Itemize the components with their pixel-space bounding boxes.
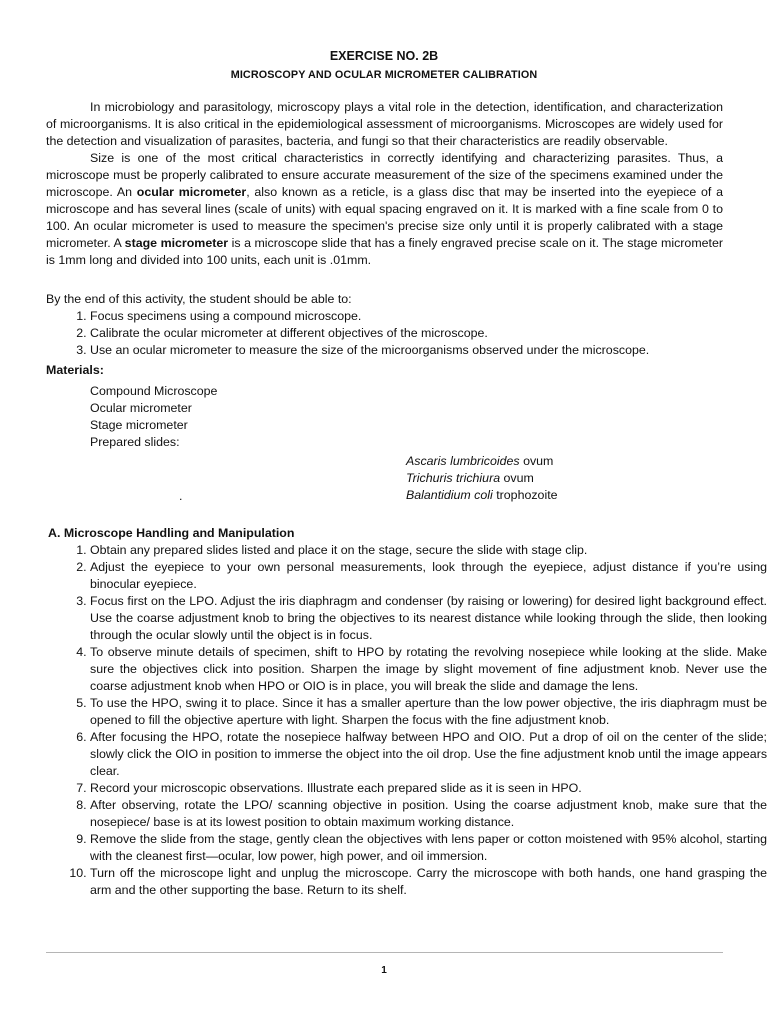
page-number: 1 [381,965,387,976]
material-item: Compound Microscope [90,384,218,398]
procedure-step: 6. After focusing the HPO, rotate the nosepiece halfway between HPO and OIO. Put a drop of oil on the center of the slide; slowly click the OIO in position to immerse the object into the oil drop. Use the fine adjustment knob until the image appears clear. [90,729,767,780]
procedure-step: 9. Remove the slide from the stage, gently clean the objectives with lens paper or cotton moistened with 95% alcohol, starting with the cleanest first—ocular, low power, high power, and oil immersion. [90,831,767,865]
objective-item: 1. Focus specimens using a compound microscope. [90,308,767,325]
material-item: Prepared slides: [90,435,180,449]
footer-divider [46,952,723,953]
procedure-step: 3. Focus first on the LPO. Adjust the iris diaphragm and condenser (by raising or lowering) for desired light background effect. Use the coarse adjustment knob to bring the objectives to its nearest distance while looking through the slide, then looking through the ocular slowly until the object is in focus. [90,593,767,644]
objectives-lead: By the end of this activity, the student should be able to: [46,292,352,306]
procedure-step: 1. Obtain any prepared slides listed and place it on the stage, secure the slide with stage clip. [90,542,767,559]
material-item: Stage micrometer [90,418,188,432]
stray-period: . [179,489,183,503]
slide-item: Ascaris lumbricoides ovum [406,454,554,468]
procedure-step: 10. Turn off the microscope light and unplug the microscope. Carry the microscope with both hands, one hand grasping the arm and the other supporting the base. Return to its shelf. [90,865,767,899]
materials-heading: Materials: [46,363,104,377]
prepared-slides-list [406,453,558,504]
slide-item: Balantidium coli trophozoite [406,488,558,502]
introduction [46,99,723,269]
objectives-list [46,308,767,359]
procedure-step: 5. To use the HPO, swing it to place. Since it has a smaller aperture than the low power objective, the iris diaphragm must be opened to fill the objective aperture with light. Sharpen the focus with the fine adjustment knob. [90,695,767,729]
exercise-title: EXERCISE NO. 2B [329,49,439,63]
slide-item: Trichuris trichiura ovum [406,471,534,485]
materials-list [90,383,217,451]
term-ocular-micrometer: ocular micrometer [136,185,247,199]
procedure-step: 7. Record your microscopic observations. Illustrate each prepared slide as it is seen in HPO. [90,780,767,797]
intro-paragraph-1: In microbiology and parasitology, microscopy plays a vital role in the detection, identification, and characterization of microorganisms. It is also critical in the epidemiological assessment of microorganisms. Microscopes are widely used for the detection and visualization of parasites, bacteria, and fungi so that their characteristics are readily observable. [46,100,723,148]
term-stage-micrometer: stage micrometer [124,236,229,250]
objective-item: 3. Use an ocular micrometer to measure the size of the microorganisms observed under the microscope. [90,342,767,359]
material-item: Ocular micrometer [90,401,192,415]
procedure-step: 8. After observing, rotate the LPO/ scanning objective in position. Using the coarse adjustment knob, make sure that the nosepiece/ base is at its lowest position to obtain maximum working distance. [90,797,767,831]
procedure-steps [46,542,767,899]
intro-paragraph-2: Size is one of the most critical characteristics in correctly identifying and characterizing parasites. Thus, a microscope must be properly calibrated to ensure accurate measurement of the size of the specimens examined under the microscope. An ocular micrometer, also known as a reticle, is a glass disc that may be inserted into the eyepiece of a microscope and has several lines (scale of units) with equal spacing engraved on it. It is marked with a fine scale from 0 to 100. An ocular micrometer is used to measure the specimen's precise size only until it is properly calibrated with a stage micrometer. A stage micrometer is a microscope slide that has a finely engraved precise scale on it. The stage micrometer is 1mm long and divided into 100 units, each unit is .01mm. [46,151,723,267]
procedure-step: 2. Adjust the eyepiece to your own personal measurements, look through the eyepiece, adjust distance if you’re using binocular eyepiece. [90,559,767,593]
section-a-heading: A. Microscope Handling and Manipulation [48,526,295,540]
procedure-step: 4. To observe minute details of specimen, shift to HPO by rotating the revolving nosepiece while looking at the slide. Make sure the objectives click into position. Sharpen the image by slight movement of fine adjustment knob. Never use the coarse adjustment knob when HPO or OIO is in place, you will break the slide and damage the lens. [90,644,767,695]
exercise-subtitle: MICROSCOPY AND OCULAR MICROMETER CALIBRATION [230,69,538,81]
objective-item: 2. Calibrate the ocular micrometer at different objectives of the microscope. [90,325,767,342]
